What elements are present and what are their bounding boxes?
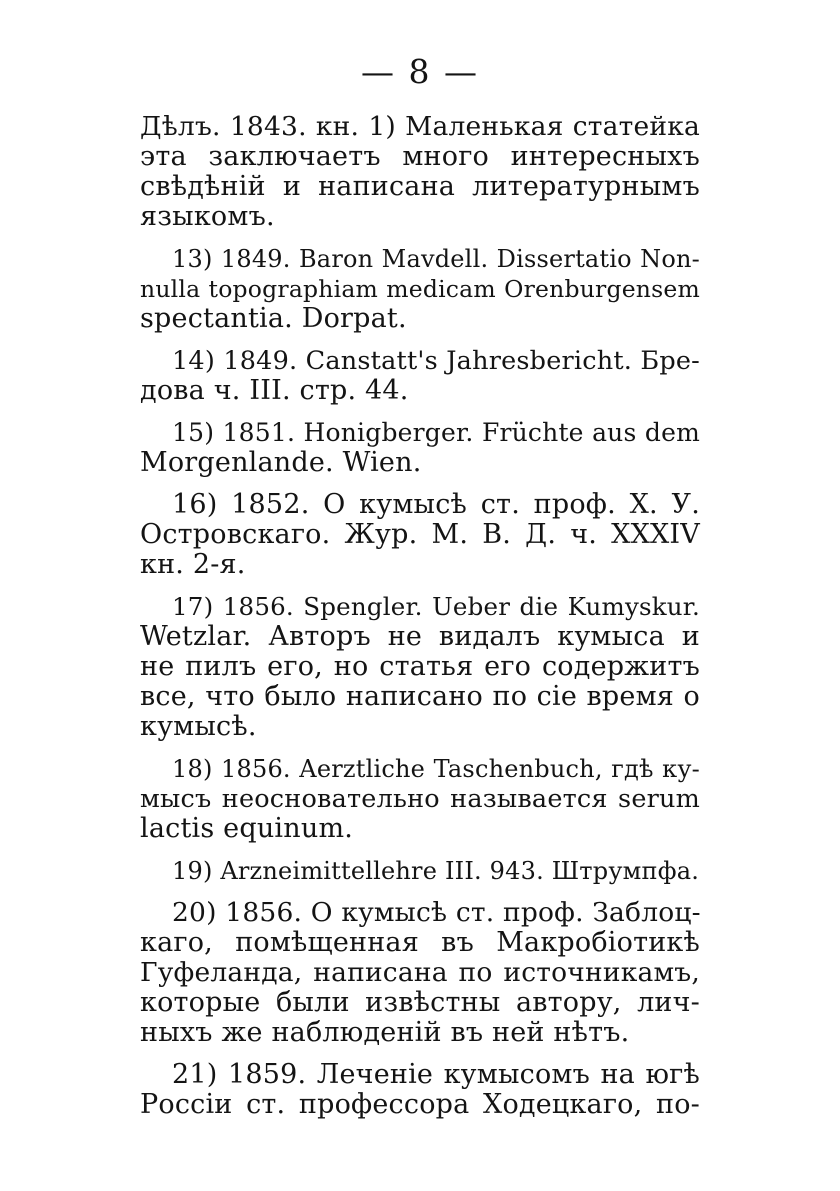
text-line: Россіи ст. профессора Ходецкаго, по- <box>140 1089 700 1120</box>
text-line: 16) 1852. О кумысѣ ст. проф. Х. У. <box>172 489 700 520</box>
entry-16 <box>140 490 700 580</box>
text-line: 17) 1856. Spengler. Ueber die Kumyskur. <box>172 592 700 621</box>
text-line: 20) 1856. О кумысѣ ст. проф. Заблоц- <box>172 897 701 928</box>
text-line: ныхъ же наблюденій въ ней нѣтъ. <box>140 1017 630 1048</box>
text-line: свѣдѣній и написана литературнымъ <box>140 171 700 202</box>
text-line: Дѣлъ. 1843. кн. 1) Маленькая статейка <box>140 111 700 142</box>
text-line: Morgenlande. Wien. <box>140 447 422 478</box>
text-line: кумысѣ. <box>140 711 257 742</box>
text-line: кн. 2-я. <box>140 549 246 580</box>
text-line: 18) 1856. Aerztliche Taschenbuch, гдѣ ку- <box>172 755 700 783</box>
entry-19 <box>140 856 700 886</box>
body-text <box>140 112 700 1120</box>
text-line: 21) 1859. Леченіе кумысомъ на югѣ <box>172 1059 700 1090</box>
text-line: 14) 1849. Canstatt's Jahresbericht. Бре- <box>172 346 700 376</box>
text-line: Островскаго. Жур. М. В. Д. ч. XXXIV <box>140 519 700 550</box>
text-line: эта заключаетъ много интересныхъ <box>140 141 700 172</box>
text-line: не пилъ его, но статья его содержитъ <box>140 651 700 682</box>
text-line: Гуфеланда, написана по источникамъ, <box>140 957 700 988</box>
text-line: Wetzlar. Авторъ не видалъ кумыса и <box>140 621 700 652</box>
text-line: которые были извѣстны автору, лич- <box>140 987 700 1018</box>
text-line: 15) 1851. Honigberger. Früchte aus dem <box>172 418 700 447</box>
text-line: все, что было написано по сіе время о <box>140 681 700 712</box>
page-number: — 8 — <box>361 52 479 91</box>
entry-15 <box>140 418 700 478</box>
entry-17 <box>140 592 700 742</box>
text-line: языкомъ. <box>140 201 275 232</box>
entry-continuation <box>140 112 700 232</box>
text-line: 13) 1849. Baron Mavdell. Dissertatio Non- <box>172 245 700 273</box>
text-line: каго, помѣщенная въ Макробіотикѣ <box>140 927 700 958</box>
entry-13 <box>140 244 700 334</box>
text-line: 19) Arzneimittellehre III. 943. Штрумпфа. <box>172 857 700 885</box>
entry-14 <box>140 346 700 406</box>
text-line: nulla topographiam medicam Orenburgensem <box>140 275 700 303</box>
text-line: мысъ неосновательно называется serum <box>140 784 700 814</box>
entry-21 <box>140 1060 700 1120</box>
entry-18 <box>140 754 700 844</box>
text-line: дова ч. III. стр. 44. <box>140 375 409 406</box>
text-line: spectantia. Dorpat. <box>140 303 407 334</box>
text-line: lactis equinum. <box>140 813 354 844</box>
entry-20 <box>140 898 700 1048</box>
